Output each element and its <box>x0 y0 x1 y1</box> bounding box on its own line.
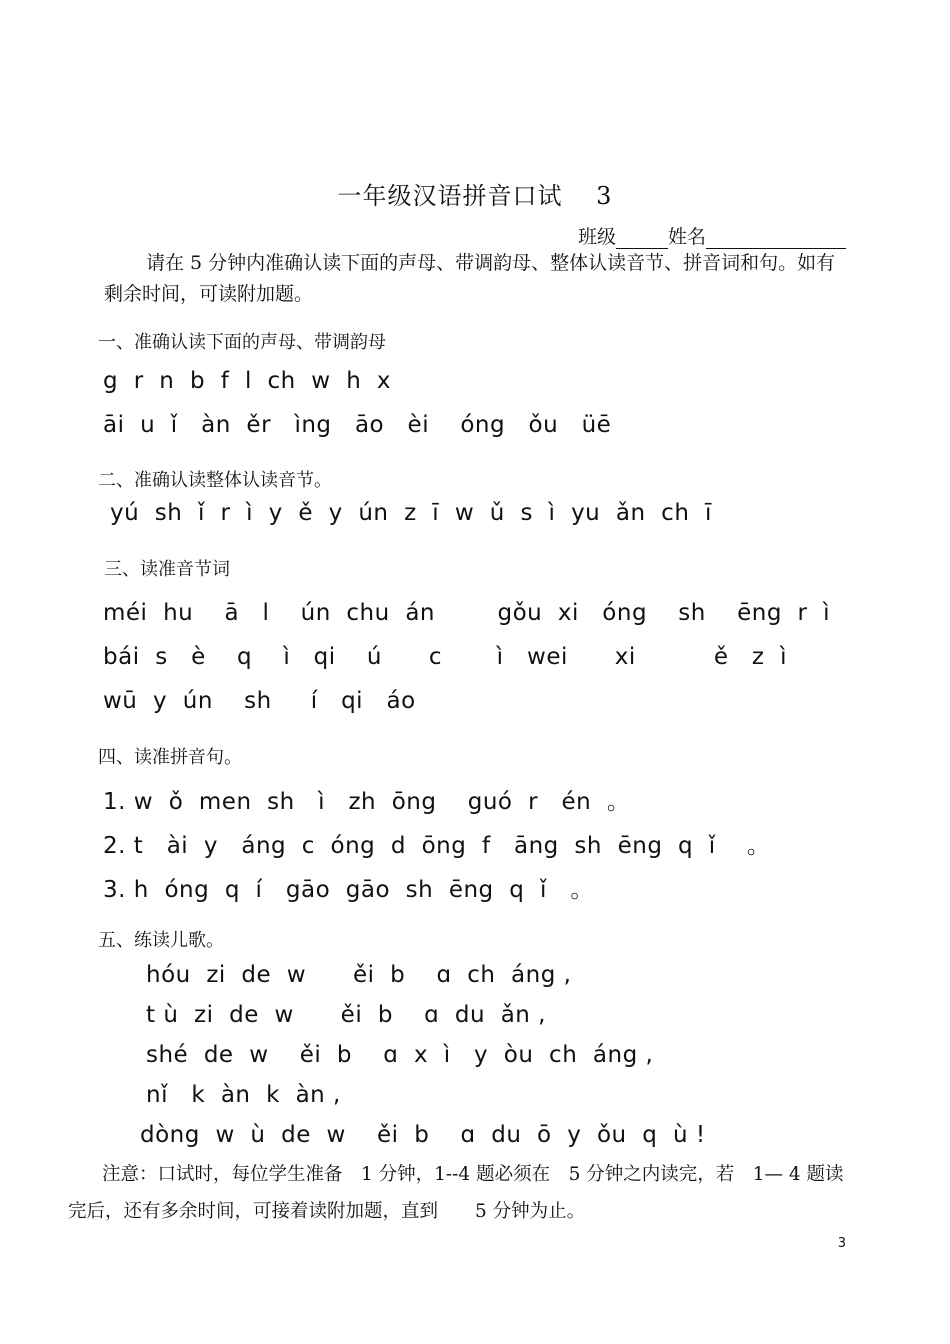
rhyme-line-3: shé de w ěi b ɑ x ì y òu ch áng , <box>146 1042 654 1068</box>
intro-paragraph <box>104 248 844 310</box>
page-number: 3 <box>837 1236 846 1251</box>
name-label: 姓名 <box>667 226 706 248</box>
section-4-line-3: 3. h óng q í gāo gāo sh ēng q ǐ 。 <box>103 877 594 903</box>
class-label: 班级 <box>577 226 616 248</box>
rhyme-line-4: nǐ k àn k àn , <box>146 1082 341 1108</box>
signature-line <box>578 222 846 249</box>
note-text: 注意：口试时，每位学生准备 1 分钟，1--4 题必须在 5 分钟之内读完，若 1— 4 题读完后，还有多余时间，可接着读附加题，直到 5 分钟为止。 <box>68 1164 844 1222</box>
section-4-line-1: 1. w ǒ men sh ì zh ōng guó r én 。 <box>103 789 631 815</box>
class-blank <box>616 229 668 249</box>
rhyme-line-1: hóu zi de w ěi b ɑ ch áng , <box>146 962 572 988</box>
section-3-line-2: bái s è q ì qi ú c ì wei xi ě z ì <box>103 644 788 670</box>
rhyme-line-5: dòng w ù de w ěi b ɑ du ō y ǒu q ù ! <box>140 1122 706 1148</box>
note-paragraph <box>68 1156 858 1230</box>
section-1-heading: 一、准确认读下面的声母、带调韵母 <box>98 332 386 353</box>
name-blank <box>706 229 846 249</box>
section-3-line-1: méi hu ā l ún chu án gǒu xi óng sh ēng r ì <box>103 600 831 626</box>
rhyme-line-2: t ù zi de w ěi b ɑ du ǎn , <box>146 1002 546 1028</box>
section-1-line-2: āi u ǐ àn ěr ìng āo èi óng ǒu üē <box>103 412 612 438</box>
section-2-heading: 二、准确认读整体认读音节。 <box>98 470 332 491</box>
section-2-line-1: yú sh ǐ r ì y ě y ún z ī w ǔ s ì yu ǎn ch ī <box>110 500 712 526</box>
intro-text: 请在 5 分钟内准确认读下面的声母、带调韵母、整体认读音节、拼音词和句。如有剩余时间，可读附加题。 <box>104 252 836 305</box>
section-3-heading: 三、读准音节词 <box>104 559 230 580</box>
section-3-line-3: wū y ún sh í qi áo <box>103 688 416 714</box>
page-title: 一年级汉语拼音口试 3 <box>337 182 613 210</box>
section-1-line-1: g r n b f l ch w h x <box>103 368 392 394</box>
section-5-heading: 五、练读儿歌。 <box>98 930 224 951</box>
section-4-heading: 四、读准拼音句。 <box>98 747 242 768</box>
section-4-line-2: 2. t ài y áng c óng d ōng f āng sh ēng q ǐ 。 <box>103 833 771 859</box>
